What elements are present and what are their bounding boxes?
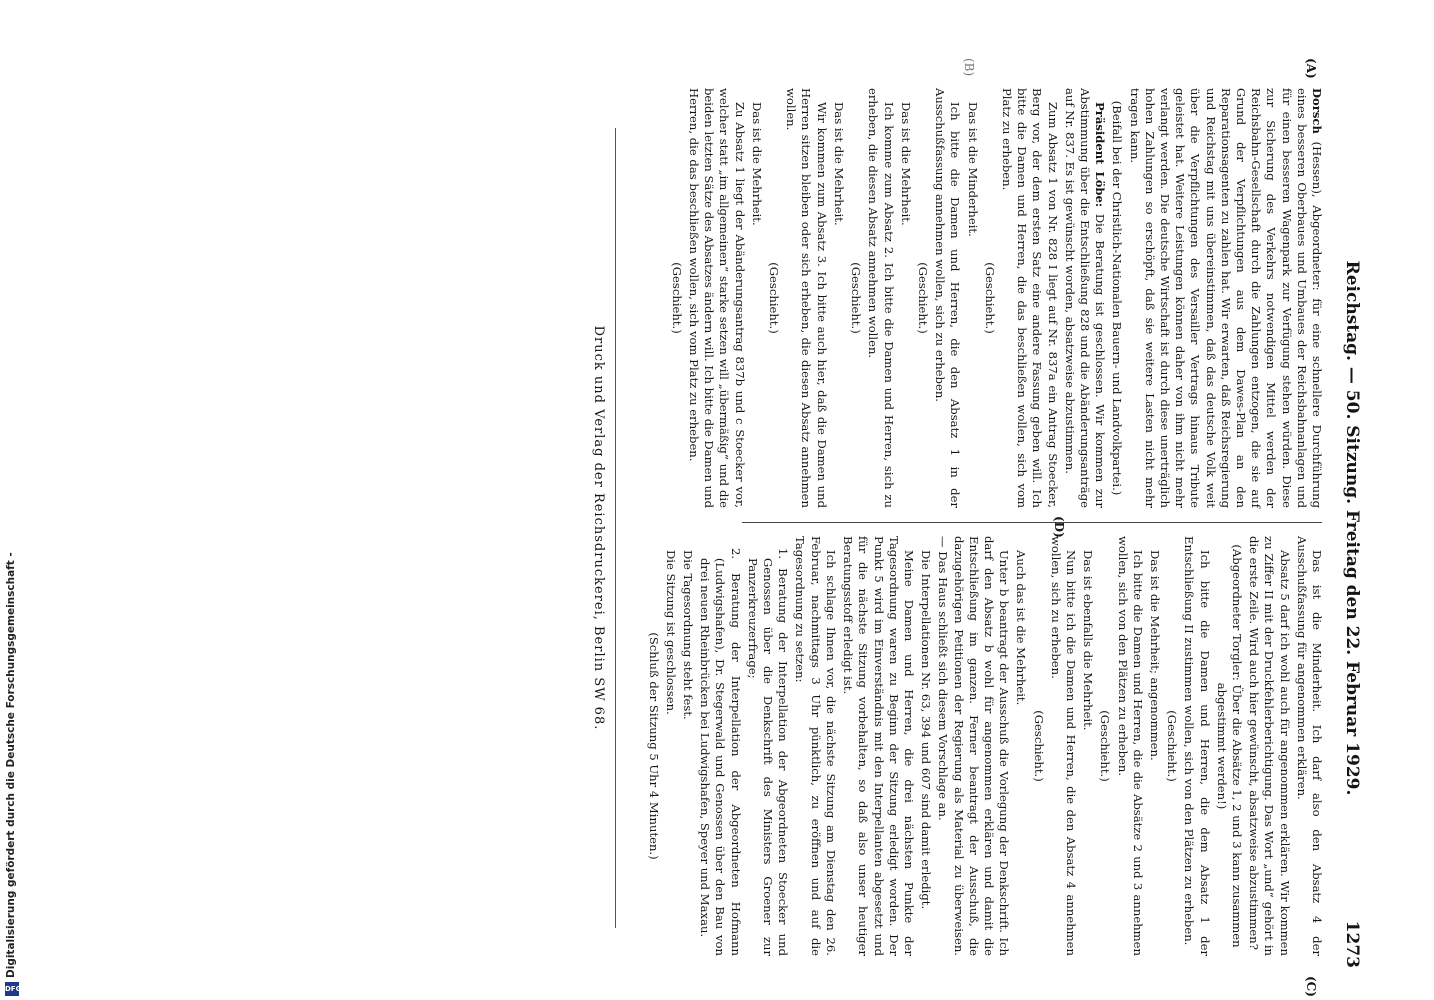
interjection: (Abgeordneter Torgler: Über die Absätze 1, 2 und 3 kann zusammen abgestimmt werden!): [1214, 544, 1244, 948]
stage-direction: (Geschieht.): [1165, 710, 1180, 782]
digitization-note: [2, 552, 22, 998]
paragraph: Die Sitzung ist geschlossen.: [663, 550, 678, 715]
running-title: Reichstag. — 50. Sitzung. Freitag den 22. Februar 1929.: [1342, 260, 1362, 796]
vote-result: Das ist die Mehrheit.: [898, 102, 913, 226]
stage-direction: (Geschieht.): [1031, 710, 1046, 782]
rotated-print-page: [357, 58, 1362, 997]
paragraph: Ich bitte die Damen und Herren, die die Absätze 2 und 3 annehmen wollen, sich von den Plätzen zu erheben.: [1115, 536, 1145, 956]
vote-result: Das ist ebenfalls die Mehrheit.: [1081, 550, 1096, 731]
stage-direction: (Geschieht.): [767, 262, 782, 334]
stage-direction: (Geschieht.): [982, 262, 997, 334]
right-column: [646, 536, 1324, 956]
paragraph: Nun bitte ich die Damen und Herren, die den Absatz 4 annehmen wollen, sich zu erheben.: [1048, 536, 1078, 956]
footer-rule: [615, 128, 616, 928]
vote-result: Das ist die Mehrheit.: [831, 102, 846, 226]
imprint-footer: Druck und Verlag der Reichsdruckerei, Berlin SW 68.: [591, 325, 606, 731]
president-name: Präsident Löbe:: [1093, 102, 1108, 208]
margin-mark-d: (D): [1052, 516, 1066, 538]
closing-note: (Schluß der Sitzung 5 Uhr 4 Minuten.): [646, 632, 661, 860]
paragraph: Ich bitte die Damen und Herren, die dem Absatz 1 der Entschließung II zustimmen wollen, sich von den Plätzen zu erheben.: [1182, 536, 1212, 956]
vote-result: Das ist die Mehrheit.: [749, 102, 764, 226]
stage-direction: (Geschieht.): [849, 262, 864, 334]
speech-text: für eine schnellere Durchführung eines besseren Oberbaues und Umbaues der Reichsbahnanlagen und für einen besseren Wagenpark zur Verfügung stehen würden. Diese zur Sicherung des Verkehrs notwendigen Mittel werden der Reichsbahn-Gesellschaft durch die Zahlungen entzogen, die sie auf Grund der Verpflichtungen aus dem Dawes-Plan an den Reparationsagenten zu zahlen hat. Wir erwarten, daß Reichsregierung und Reichstag mit uns übereinstimmen, daß das deutsche Volk weit über die Verpflichtungen des Versailler Vertrags hinaus Tribute geleistet hat. Weitere Leistungen können daher von ihm nicht mehr verlangt werden. Die deutsche Wirtschaft ist durch diese unerträglich hohen Zahlungen so erschöpft, daß sie weitere Lasten nicht mehr tragen kann.: [1127, 88, 1324, 509]
paragraph: Zum Absatz 1 von Nr. 828 I liegt auf Nr. 837a ein Antrag Stoecker, Berg vor, der dem ersten Satz eine andere Fassung geben will. Ich bitte die Damen und Herren, die das beschließen wollen, sich vom Platz zu erheben.: [999, 88, 1060, 508]
vote-result: Das ist die Mehrheit; angenommen.: [1147, 550, 1162, 761]
paragraph: Das ist die Minderheit. Ich darf also den Absatz 4 der Ausschußfassung für angenommen erklären.: [1294, 536, 1324, 956]
applause-note: (Beifall bei der Christlich-Nationalen Bauern- und Landvolkpartei.): [1110, 100, 1125, 496]
paragraph: Die Tagesordnung steht fest.: [681, 550, 696, 720]
paragraph: Meine Damen und Herren, die drei nächsten Punkte der Tagesordnung waren zu Beginn der Sitzung erledigt worden. Der Punkt 5 wird im Einverständnis mit den Interpellanten abgesetzt und für die nächste Sitzung vorbehalten, so daß also unser heutiger Beratungsstoff erledigt ist.: [841, 536, 916, 956]
stage-direction: (Geschieht.): [915, 262, 930, 334]
page-number: 1273: [1342, 920, 1362, 968]
column-divider: [742, 522, 1322, 523]
margin-mark-a: (A): [1304, 58, 1318, 79]
digitization-text: Digitalisierung gefördert durch die Deutsche Forschungsgemeinschaft -: [5, 552, 17, 978]
margin-mark-c: (C): [1304, 976, 1318, 997]
speech-dorsch: [1126, 88, 1324, 508]
stage-direction: (Geschieht.): [669, 262, 684, 334]
president-text: Die Beratung ist geschlossen. Wir kommen zur Abstimmung über die Entschließung 828 und die Abänderungsanträge auf Nr. 837. Es ist gewünscht worden, absatzweise abzustimmen.: [1062, 88, 1108, 508]
paragraph: Zu Absatz 1 liegt der Abänderungsantrag 837b und c Stoecker vor, welcher statt „im allgemeinen“ starke setzen will „übermäßig“ und die beiden letzten Sätze des Absatzes ändern will. Ich bitte die Damen und Herren, die das beschließen wollen, sich vom Platz zu erheben.: [687, 88, 747, 508]
paragraph: Ich schlage Ihnen vor, die nächste Sitzung am Dienstag den 26. Februar, nachmittags 3 Uhr pünktlich, zu eröffnen und auf die Tagesordnung zu setzen:: [793, 536, 838, 956]
page-header: [1336, 88, 1362, 968]
paragraph: Ich bitte die Damen und Herren, die den Absatz 1 in der Ausschußfassung annehmen wollen, sich zu erheben.: [933, 88, 963, 508]
dfg-logo: DFG: [5, 982, 19, 996]
vote-result: Auch das ist die Mehrheit.: [1014, 550, 1029, 706]
paragraph: Die Interpellationen Nr. 63, 394 und 607 sind damit erledigt.: [919, 550, 934, 910]
vote-result: Das ist die Minderheit.: [965, 102, 980, 237]
president-speech: [1062, 88, 1108, 508]
stage-direction: (Geschieht.): [1098, 710, 1113, 782]
margin-mark-b: (B): [962, 58, 976, 77]
left-column: [669, 88, 1324, 509]
speaker-name: Dorsch: [1310, 88, 1324, 134]
paragraph: Wir kommen zum Absatz 3. Ich bitte auch hier, daß die Damen und Herren sitzen bleiben oder sich erheben, die diesen Absatz annehmen wollen.: [784, 88, 829, 508]
agenda-item-2: 2. Beratung der Interpellation der Abgeordneten Hofmann (Ludwigshafen), Dr. Stegerwald und Genossen über den Bau von drei neuen Rheinbrücken bei Ludwigshafen, Speyer und Maxau.: [698, 548, 743, 956]
paragraph: Absatz 5 darf ich wohl auch für angenommen erklären. Wir kommen zu Ziffer II mit der Druckfehlerberichtigung. Das Wort „und“ gehört in die erste Zeile. Wird auch hier gewünscht, absatzweise abzustimmen?: [1247, 536, 1292, 956]
agenda-item-1: 1. Beratung der Interpellation der Abgeordneten Stoecker und Genossen über die Denkschrift des Ministers Groener zur Panzerkreuzerfrage;: [745, 548, 791, 956]
paragraph: Ich komme zum Absatz 2. Ich bitte die Damen und Herren, sich zu erheben, die diesen Absatz annehmen wollen.: [866, 88, 896, 508]
speaker-affiliation: (Hessen), Abgeordneter:: [1310, 141, 1324, 291]
paragraph: Unter b beantragt der Ausschuß die Vorlegung der Denkschrift. Ich darf den Absatz b wohl für angenommen erklären und damit die Entschließung im ganzen. Ferner beantragt der Ausschuß, die dazugehörigen Petitionen der Regierung als Material zu überweisen. — Das Haus schließt sich diesem Vorschlage an.: [936, 536, 1012, 956]
